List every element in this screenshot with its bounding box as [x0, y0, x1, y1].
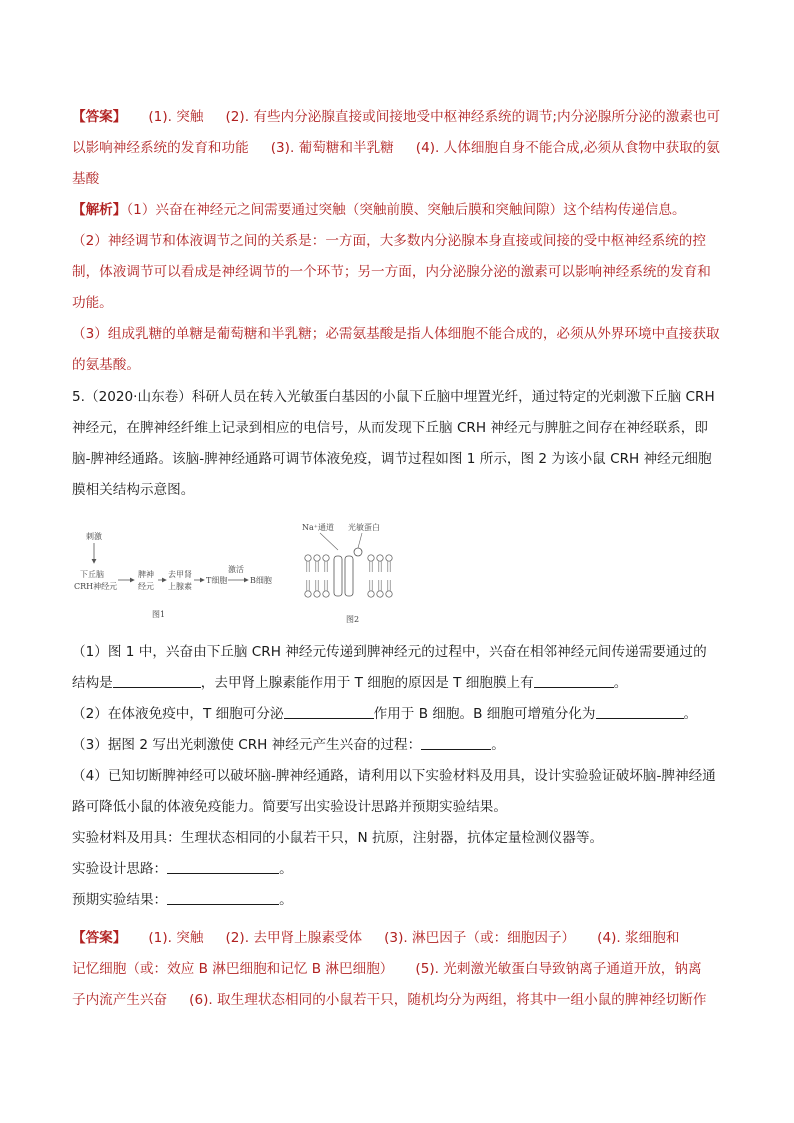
q5-design: 实验设计思路： 。	[72, 854, 722, 885]
fig2-na-channel: Na⁺通道	[302, 523, 334, 532]
fig1-stimulus: 刺激	[86, 532, 102, 541]
fig1-spleen-1: 脾神	[138, 570, 154, 579]
blank-q2-cells[interactable]	[596, 703, 684, 719]
lipid-head	[377, 591, 383, 597]
na-channel-left	[334, 556, 342, 596]
lipid-head	[368, 555, 374, 561]
figure-1	[72, 525, 292, 625]
fig1-activate: 激活	[228, 565, 244, 574]
lipid-head	[314, 591, 320, 597]
answer-label: 【答案】	[72, 930, 127, 946]
analysis-p3: （3）组成乳糖的单糖是葡萄糖和半乳糖；必需氨基酸是指人体细胞不能合成的，必须从外界环境中直接获取的氨基酸。	[72, 326, 720, 373]
analysis-p2: （2）神经调节和体液调节之间的关系是：一方面，大多数内分泌腺本身直接或间接的受中枢神经系统的控制，体液调节可以看成是神经调节的一个环节；另一方面，内分泌腺分泌的激素可以影响神经系统的发育和功能。	[72, 233, 711, 311]
q4-analysis	[72, 195, 722, 381]
lipid-head	[377, 555, 383, 561]
q5-q1-line1: （1）图 1 中，兴奋由下丘脑 CRH 神经元传递到脾神经元的过程中，兴奋在相邻神经元间传递需要通过的	[72, 644, 707, 660]
q5-q2: （2）在体液免疫中，T 细胞可分泌 作用于 B 细胞。B 细胞可增殖分化为 。	[72, 699, 722, 730]
blank-q3-process[interactable]	[421, 734, 491, 750]
q5-materials: 实验材料及用具：生理状态相同的小鼠若干只，N 抗原，注射器，抗体定量检测仪器等。	[72, 830, 604, 846]
lipid-head	[386, 555, 392, 561]
answer-2: (2). 有些内分泌腺直接或间接地受中枢神经系统的调节;内分泌腺所分泌的激素也可以影响神经系统的发育和功能	[72, 109, 721, 156]
blank-q1-receptor[interactable]	[534, 672, 614, 688]
blank-expect[interactable]	[167, 889, 279, 905]
lipid-head	[305, 555, 311, 561]
answer-4: (4). 人体细胞自身不能合成,必须从食物中获取的氨基酸	[72, 140, 720, 187]
q4-answer	[72, 102, 722, 195]
fig1-ne-1: 去甲肾	[168, 570, 192, 579]
q5-questions	[72, 637, 722, 916]
lipid-head	[314, 555, 320, 561]
lipid-head	[386, 591, 392, 597]
lipid-head	[323, 591, 329, 597]
q5-q3: （3）据图 2 写出光刺激使 CRH 神经元产生兴奋的过程： 。	[72, 730, 722, 761]
figure-2	[300, 520, 410, 630]
fig1-hypo-2: CRH神经元	[74, 582, 118, 591]
q5-q4: （4）已知切断脾神经可以破坏脑-脾神经通路，请利用以下实验材料及用具，设计实验验证破坏脑-脾神经通路可降低小鼠的体液免疫能力。简要写出实验设计思路并预期实验结果。	[72, 768, 716, 815]
q5-q1-line2: 结构是 ，去甲肾上腺素能作用于 T 细胞的原因是 T 细胞膜上有 。	[72, 668, 722, 699]
analysis-p1: 【解析】（1）兴奋在神经元之间需要通过突触（突触前膜、突触后膜和突触间隙）这个结构传递信息。	[72, 202, 686, 218]
fig1-hypo-1: 下丘脑	[80, 570, 104, 579]
q5-stem: 5.（2020·山东卷）科研人员在转入光敏蛋白基因的小鼠下丘脑中埋置光纤，通过特定的光刺激下丘脑 CRH 神经元，在脾神经纤维上记录到相应的电信号，从而发现下丘脑 CRH 神经元与脾脏之间存在神经联系，即脑-脾神经通路。该脑-脾神经通路可调节体液免疫，调节过程如图 1 所示，图 2 为该小鼠 CRH 神经元细胞膜相关结构示意图。	[72, 389, 715, 498]
blank-design[interactable]	[167, 858, 279, 874]
q5-expect: 预期实验结果： 。	[72, 885, 722, 916]
fig1-caption: 图1	[152, 610, 166, 619]
fig2-caption: 图2	[346, 615, 360, 624]
blank-q2-factor[interactable]	[284, 703, 374, 719]
lipid-head	[305, 591, 311, 597]
answer-1: (1). 突触	[148, 109, 204, 125]
analysis-label: 【解析】	[72, 202, 127, 218]
fig1-tcell: T细胞	[206, 576, 228, 585]
q5-answer: 【答案】 (1). 突触 (2). 去甲肾上腺素受体 (3). 淋巴因子（或：细胞因子） (4). 浆细胞和 记忆细胞（或：效应 B 淋巴细胞和记忆 B 淋巴细胞） (5). 光刺激光敏蛋白导致钠离子通道开放，钠离 子内流产生兴奋 (6). 取生理状态相同的小鼠若干只，随机均分为两组，将其中一组小鼠的脾神经切断作	[72, 930, 707, 1008]
answer-label: 【答案】	[72, 109, 127, 125]
fig1-bcell: B细胞	[250, 576, 272, 585]
light-protein-head	[354, 548, 362, 556]
lipid-head	[368, 591, 374, 597]
fig2-light-protein: 光敏蛋白	[348, 523, 380, 532]
fig1-ne-2: 上腺素	[168, 582, 192, 591]
fig1-spleen-2: 经元	[138, 582, 154, 591]
na-channel-right	[345, 556, 353, 596]
blank-q1-structure[interactable]	[113, 672, 201, 688]
answer-3: (3). 葡萄糖和半乳糖	[270, 140, 394, 156]
lipid-head	[323, 555, 329, 561]
